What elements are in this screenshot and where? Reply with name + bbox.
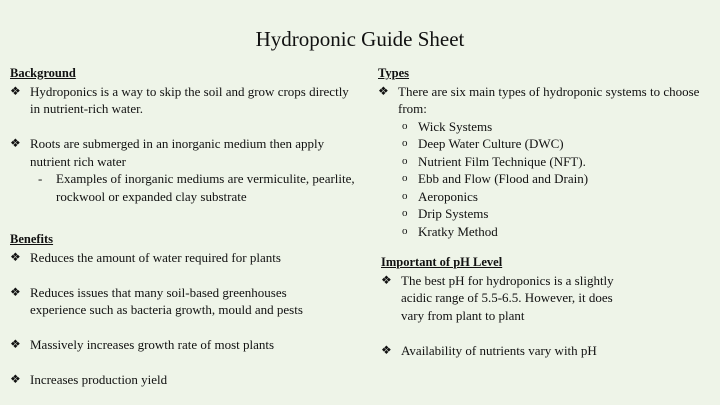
diamond-bullet-icon: ❖ (10, 249, 21, 264)
list-item (10, 249, 340, 267)
diamond-bullet-icon: ❖ (10, 136, 21, 150)
ph-section (381, 254, 631, 359)
circle-bullet-icon: o (402, 189, 408, 202)
types-heading: Types (378, 66, 410, 80)
diamond-bullet-icon: ❖ (381, 342, 392, 357)
ph-heading: Important of pH Level (381, 255, 503, 269)
type-text: Drip Systems (418, 206, 489, 221)
background-sub-bullet (10, 170, 355, 205)
list-item (10, 371, 340, 389)
list-item (10, 284, 340, 319)
type-text: Wick Systems (418, 118, 493, 134)
list-item (378, 153, 716, 171)
type-text: Aeroponics (418, 188, 478, 204)
dash-bullet-icon: - (38, 171, 43, 186)
type-text: Deep Water Culture (DWC) (418, 136, 564, 151)
types-section (378, 65, 716, 240)
background-heading: Background (10, 66, 76, 80)
type-text: Nutrient Film Technique (NFT). (418, 153, 586, 169)
background-bullet-1-text: Hydroponics is a way to skip the soil and grow crops directly in nutrient-rich water. (30, 83, 349, 116)
circle-bullet-icon: o (402, 119, 408, 132)
list-item (378, 188, 716, 206)
list-item (378, 170, 716, 188)
circle-bullet-icon: o (402, 154, 408, 167)
diamond-bullet-icon: ❖ (381, 272, 392, 287)
ph-bullet-2-text: Availability of nutrients vary with pH (401, 342, 597, 358)
benefit-text: Increases production yield (30, 372, 168, 387)
background-sub-bullet-text: Examples of inorganic mediums are vermiculite, pearlite, rockwool or expanded clay substrate (56, 171, 355, 204)
benefits-heading: Benefits (10, 232, 54, 246)
list-item (10, 336, 340, 354)
types-intro (378, 83, 716, 118)
circle-bullet-icon: o (402, 224, 408, 237)
benefit-text: Reduces the amount of water required for plants (30, 249, 281, 265)
background-section (10, 65, 355, 205)
diamond-bullet-icon: ❖ (10, 83, 21, 98)
page-title: Hydroponic Guide Sheet (255, 27, 465, 51)
list-item (378, 205, 716, 223)
circle-bullet-icon: o (402, 207, 408, 219)
ph-bullet-1-text: The best pH for hydroponics is a slightly acidic range of 5.5-6.5. However, it does vary from plant to plant (401, 272, 614, 323)
diamond-bullet-icon: ❖ (10, 284, 21, 299)
benefits-section (10, 231, 340, 389)
type-text: Kratky Method (418, 223, 498, 239)
benefit-text: Massively increases growth rate of most plants (30, 337, 275, 352)
list-item (378, 118, 716, 136)
ph-bullet-1 (381, 272, 631, 325)
diamond-bullet-icon: ❖ (378, 83, 389, 98)
diamond-bullet-icon: ❖ (10, 337, 21, 351)
list-item (378, 223, 716, 241)
diamond-bullet-icon: ❖ (10, 372, 21, 386)
circle-bullet-icon: o (402, 172, 408, 184)
types-intro-text: There are six main types of hydroponic systems to choose from: (398, 83, 700, 116)
benefit-text: Reduces issues that many soil-based greenhouses experience such as bacteria growth, mould and pests (30, 284, 303, 317)
circle-bullet-icon: o (402, 137, 408, 149)
background-bullet-1 (10, 83, 355, 118)
ph-bullet-2 (381, 342, 631, 360)
type-text: Ebb and Flow (Flood and Drain) (418, 171, 589, 186)
list-item (378, 135, 716, 153)
background-bullet-2 (10, 135, 355, 170)
background-bullet-2-text: Roots are submerged in an inorganic medium then apply nutrient rich water (30, 136, 325, 169)
